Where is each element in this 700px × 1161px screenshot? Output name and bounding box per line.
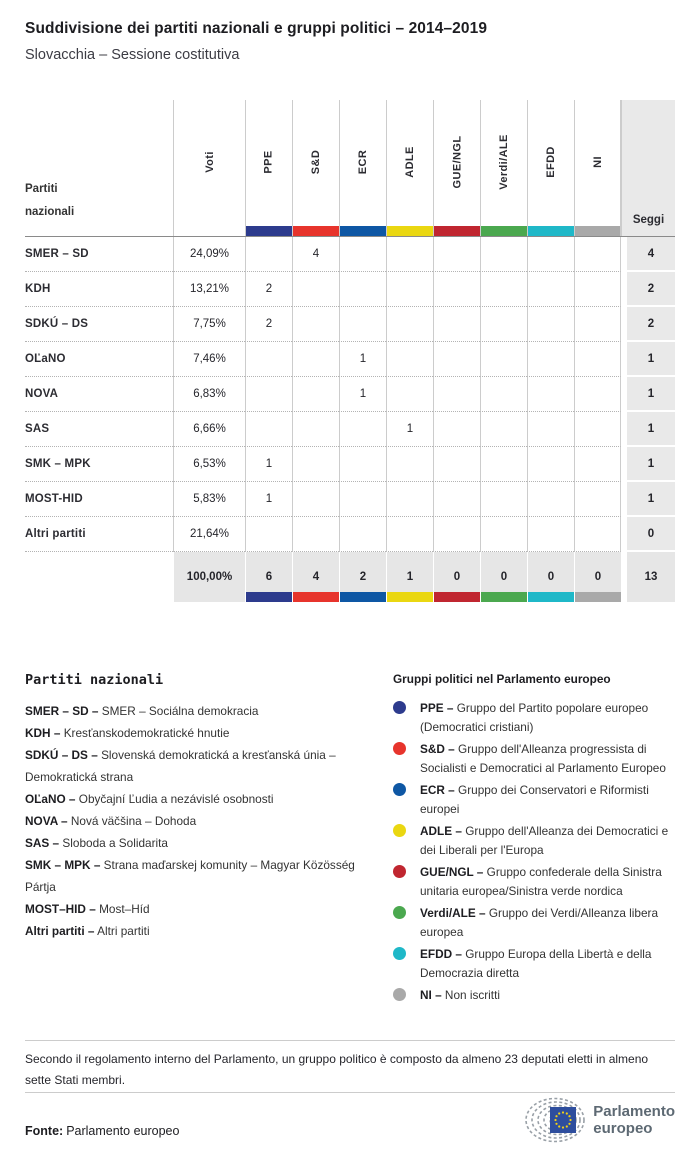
verdiale-header-label: Verdi/ALE bbox=[498, 134, 510, 190]
voti-cell: 13,21% bbox=[173, 272, 245, 307]
seat-cell bbox=[339, 447, 386, 482]
page-subtitle: Slovacchia – Sessione costitutiva bbox=[25, 47, 240, 63]
seat-cell bbox=[574, 342, 621, 377]
national-parties-heading: Partiti nazionali bbox=[25, 672, 164, 688]
adle-dot-icon bbox=[393, 824, 406, 837]
voti-cell: 6,66% bbox=[173, 412, 245, 447]
guengl-color-bar bbox=[434, 592, 480, 602]
footnote: Secondo il regolamento interno del Parlamento, un gruppo politico è composto da almeno 23 deputati eletti in almeno sette Stati membri. bbox=[25, 1052, 649, 1087]
results-table bbox=[25, 100, 675, 602]
total-seat-cell bbox=[574, 552, 621, 602]
seat-cell: 1 bbox=[245, 482, 292, 517]
legend-item: NI – Non iscritti bbox=[393, 986, 675, 1005]
party-name-cell: SMK – MPK bbox=[25, 447, 173, 482]
group-column-header-efdd bbox=[527, 100, 574, 236]
efdd-color-bar bbox=[528, 226, 574, 236]
table-row bbox=[25, 517, 675, 552]
seat-cell: 4 bbox=[292, 237, 339, 272]
table-row bbox=[25, 272, 675, 307]
total-voti-cell: 100,00% bbox=[173, 552, 245, 602]
group-column-header-sd bbox=[292, 100, 339, 236]
seat-cell bbox=[527, 482, 574, 517]
legend-item: ADLE – Gruppo dell'Alleanza dei Democratici e dei Liberali per l'Europa bbox=[393, 822, 675, 860]
national-parties-legend bbox=[25, 672, 383, 1008]
seggi-cell: 1 bbox=[621, 482, 675, 517]
voti-cell: 24,09% bbox=[173, 237, 245, 272]
seggi-cell: 1 bbox=[621, 342, 675, 377]
adle-color-bar bbox=[387, 592, 433, 602]
seat-cell bbox=[480, 482, 527, 517]
seat-cell bbox=[480, 412, 527, 447]
verdiale-dot-icon bbox=[393, 906, 406, 919]
seat-cell bbox=[386, 307, 433, 342]
seat-cell bbox=[339, 517, 386, 552]
voti-cell: 7,46% bbox=[173, 342, 245, 377]
seggi-cell: 1 bbox=[621, 412, 675, 447]
adle-header-label: ADLE bbox=[403, 146, 416, 178]
ppe-color-bar bbox=[246, 592, 292, 602]
party-name-cell: MOST-HID bbox=[25, 482, 173, 517]
seggi-cell: 2 bbox=[621, 307, 675, 342]
seat-cell bbox=[386, 342, 433, 377]
total-seat-cell bbox=[527, 552, 574, 602]
group-column-header-ni bbox=[574, 100, 621, 236]
seat-cell bbox=[386, 237, 433, 272]
legend-section bbox=[25, 672, 675, 1008]
source-line bbox=[25, 1124, 179, 1138]
political-groups-heading: Gruppi politici nel Parlamento europeo bbox=[393, 672, 611, 686]
table-row bbox=[25, 307, 675, 342]
seat-cell bbox=[433, 517, 480, 552]
seat-cell bbox=[574, 237, 621, 272]
voti-header-label: Voti bbox=[203, 151, 216, 173]
seat-cell bbox=[245, 517, 292, 552]
group-column-header-verdiale bbox=[480, 100, 527, 236]
seat-cell bbox=[433, 237, 480, 272]
voti-cell: 6,53% bbox=[173, 447, 245, 482]
political-groups-legend bbox=[393, 672, 675, 1008]
legend-item: MOST–HID – Most–Híd bbox=[25, 902, 150, 916]
legend-item: SMER – SD – SMER – Sociálna demokracia bbox=[25, 704, 259, 718]
total-seat-cell bbox=[433, 552, 480, 602]
seat-cell bbox=[433, 447, 480, 482]
sd-color-bar bbox=[293, 226, 339, 236]
sd-header-label: S&D bbox=[310, 149, 322, 175]
page-title: Suddivisione dei partiti nazionali e gruppi politici – 2014–2019 bbox=[25, 20, 488, 37]
group-column-header-ppe bbox=[245, 100, 292, 236]
eu-flag-icon bbox=[550, 1107, 576, 1133]
total-value: 1 bbox=[406, 571, 414, 583]
ecr-dot-icon bbox=[393, 783, 406, 796]
seat-cell bbox=[574, 447, 621, 482]
legend-item: Verdi/ALE – Gruppo dei Verdi/Alleanza libera europea bbox=[393, 904, 675, 942]
seat-cell bbox=[433, 482, 480, 517]
party-name-cell: SAS bbox=[25, 412, 173, 447]
seat-cell bbox=[574, 272, 621, 307]
party-header-line2: nazionali bbox=[25, 206, 75, 218]
voti-column-header bbox=[173, 100, 245, 236]
verdiale-color-bar bbox=[481, 226, 527, 236]
verdiale-color-bar bbox=[481, 592, 527, 602]
ni-dot-icon bbox=[393, 988, 406, 1001]
legend-item: GUE/NGL – Gruppo confederale della Sinistra unitaria europea/Sinistra verde nordica bbox=[393, 863, 675, 901]
ni-header-label: NI bbox=[591, 156, 604, 168]
ecr-header-label: ECR bbox=[357, 149, 369, 175]
efdd-header-label: EFDD bbox=[544, 146, 557, 178]
seat-cell bbox=[527, 342, 574, 377]
seat-cell bbox=[339, 412, 386, 447]
hemicycle-icon bbox=[523, 1096, 585, 1144]
group-column-header-adle bbox=[386, 100, 433, 236]
efdd-color-bar bbox=[528, 592, 574, 602]
total-value: 0 bbox=[453, 571, 461, 583]
seat-cell bbox=[433, 342, 480, 377]
group-column-header-ecr bbox=[339, 100, 386, 236]
ni-color-bar bbox=[575, 592, 621, 602]
seat-cell bbox=[245, 342, 292, 377]
seat-cell bbox=[339, 307, 386, 342]
seat-cell bbox=[480, 342, 527, 377]
seat-cell bbox=[292, 342, 339, 377]
efdd-dot-icon bbox=[393, 947, 406, 960]
seat-cell: 1 bbox=[386, 412, 433, 447]
legend-item: KDH – Kresťanskodemokratické hnutie bbox=[25, 726, 230, 740]
seat-cell bbox=[574, 412, 621, 447]
ppe-dot-icon bbox=[393, 701, 406, 714]
legend-item: EFDD – Gruppo Europa della Libertà e della Democrazia diretta bbox=[393, 945, 675, 983]
total-seat-cell bbox=[292, 552, 339, 602]
party-name-cell: NOVA bbox=[25, 377, 173, 412]
seat-cell bbox=[386, 482, 433, 517]
table-row bbox=[25, 377, 675, 412]
legend-item: SDKÚ – DS – Slovenská demokratická a kresťanská únia – Demokratická strana bbox=[25, 748, 336, 784]
legend-item: S&D – Gruppo dell'Alleanza progressista di Socialisti e Democratici al Parlamento Europeo bbox=[393, 740, 675, 778]
guengl-dot-icon bbox=[393, 865, 406, 878]
seat-cell bbox=[574, 482, 621, 517]
legend-item: PPE – Gruppo del Partito popolare europeo (Democratici cristiani) bbox=[393, 699, 675, 737]
total-seat-cell bbox=[339, 552, 386, 602]
total-seat-cell bbox=[245, 552, 292, 602]
seggi-cell: 1 bbox=[621, 447, 675, 482]
party-name-cell: OĽaNO bbox=[25, 342, 173, 377]
voti-cell: 6,83% bbox=[173, 377, 245, 412]
party-column-header bbox=[25, 100, 173, 236]
sd-color-bar bbox=[293, 592, 339, 602]
european-parliament-logo bbox=[523, 1096, 675, 1144]
table-total-row bbox=[25, 552, 675, 602]
guengl-header-label: GUE/NGL bbox=[451, 135, 464, 189]
seat-cell bbox=[245, 237, 292, 272]
adle-color-bar bbox=[387, 226, 433, 236]
group-column-header-guengl bbox=[433, 100, 480, 236]
seat-cell bbox=[574, 307, 621, 342]
legend-item: SMK – MPK – Strana maďarskej komunity – Magyar Közösség Pártja bbox=[25, 858, 355, 894]
voti-cell: 7,75% bbox=[173, 307, 245, 342]
seat-cell bbox=[527, 307, 574, 342]
party-name-cell: SDKÚ – DS bbox=[25, 307, 173, 342]
table-header-row bbox=[25, 100, 675, 237]
seat-cell bbox=[339, 272, 386, 307]
source-value: Parlamento europeo bbox=[66, 1124, 180, 1138]
seat-cell bbox=[480, 447, 527, 482]
seggi-cell: 1 bbox=[621, 377, 675, 412]
seat-cell bbox=[339, 237, 386, 272]
table-row bbox=[25, 447, 675, 482]
seat-cell bbox=[480, 517, 527, 552]
seat-cell bbox=[527, 517, 574, 552]
divider bbox=[25, 1092, 675, 1093]
seat-cell bbox=[433, 412, 480, 447]
seat-cell bbox=[480, 377, 527, 412]
seat-cell bbox=[527, 272, 574, 307]
seat-cell bbox=[433, 272, 480, 307]
seat-cell bbox=[527, 447, 574, 482]
seat-cell bbox=[480, 307, 527, 342]
seat-cell: 2 bbox=[245, 272, 292, 307]
ecr-color-bar bbox=[340, 592, 386, 602]
divider bbox=[25, 1040, 675, 1041]
seat-cell bbox=[527, 377, 574, 412]
seat-cell bbox=[292, 307, 339, 342]
seat-cell bbox=[574, 517, 621, 552]
legend-item: NOVA – Nová väčšina – Dohoda bbox=[25, 814, 197, 828]
table-row bbox=[25, 412, 675, 447]
seat-cell: 2 bbox=[245, 307, 292, 342]
party-name-cell: KDH bbox=[25, 272, 173, 307]
total-value: 0 bbox=[500, 571, 508, 583]
total-value: 0 bbox=[547, 571, 555, 583]
seat-cell bbox=[292, 482, 339, 517]
ecr-color-bar bbox=[340, 226, 386, 236]
seat-cell bbox=[292, 447, 339, 482]
seggi-cell: 0 bbox=[621, 517, 675, 552]
total-value: 0 bbox=[594, 571, 602, 583]
table-row bbox=[25, 342, 675, 377]
ppe-header-label: PPE bbox=[263, 150, 275, 174]
seat-cell bbox=[386, 272, 433, 307]
seat-cell: 1 bbox=[339, 377, 386, 412]
seggi-cell: 2 bbox=[621, 272, 675, 307]
sd-dot-icon bbox=[393, 742, 406, 755]
table-row bbox=[25, 482, 675, 517]
total-value: 6 bbox=[265, 571, 273, 583]
guengl-color-bar bbox=[434, 226, 480, 236]
seat-cell bbox=[527, 412, 574, 447]
ppe-color-bar bbox=[246, 226, 292, 236]
table-row bbox=[25, 237, 675, 272]
voti-cell: 21,64% bbox=[173, 517, 245, 552]
seat-cell bbox=[245, 377, 292, 412]
seat-cell bbox=[292, 272, 339, 307]
seat-cell bbox=[386, 517, 433, 552]
seat-cell bbox=[433, 307, 480, 342]
seat-cell bbox=[527, 237, 574, 272]
seat-cell bbox=[480, 272, 527, 307]
seat-cell bbox=[339, 482, 386, 517]
legend-item: Altri partiti – Altri partiti bbox=[25, 924, 150, 938]
ni-color-bar bbox=[575, 226, 620, 236]
seat-cell bbox=[292, 412, 339, 447]
total-seat-cell bbox=[480, 552, 527, 602]
total-value: 2 bbox=[359, 571, 367, 583]
seat-cell bbox=[245, 412, 292, 447]
legend-item: OĽaNO – Obyčajní Ľudia a nezávislé osobnosti bbox=[25, 792, 274, 806]
seat-cell bbox=[292, 517, 339, 552]
total-seggi-cell: 13 bbox=[621, 552, 675, 602]
legend-item: SAS – Sloboda a Solidarita bbox=[25, 836, 168, 850]
seat-cell bbox=[292, 377, 339, 412]
seat-cell bbox=[433, 377, 480, 412]
party-header-line1: Partiti bbox=[25, 183, 58, 195]
seggi-column-header: Seggi bbox=[621, 100, 675, 236]
seat-cell bbox=[386, 447, 433, 482]
source-label: Fonte: bbox=[25, 1124, 64, 1138]
logo-wordmark: Parlamento europeo bbox=[593, 1103, 675, 1137]
seat-cell bbox=[574, 377, 621, 412]
seggi-cell: 4 bbox=[621, 237, 675, 272]
legend-item: ECR – Gruppo dei Conservatori e Riformisti europei bbox=[393, 781, 675, 819]
total-seat-cell bbox=[386, 552, 433, 602]
seat-cell: 1 bbox=[339, 342, 386, 377]
total-value: 4 bbox=[312, 571, 320, 583]
party-name-cell: Altri partiti bbox=[25, 517, 173, 552]
party-name-cell: SMER – SD bbox=[25, 237, 173, 272]
seat-cell: 1 bbox=[245, 447, 292, 482]
seat-cell bbox=[480, 237, 527, 272]
total-empty-cell bbox=[25, 552, 173, 602]
voti-cell: 5,83% bbox=[173, 482, 245, 517]
seat-cell bbox=[386, 377, 433, 412]
